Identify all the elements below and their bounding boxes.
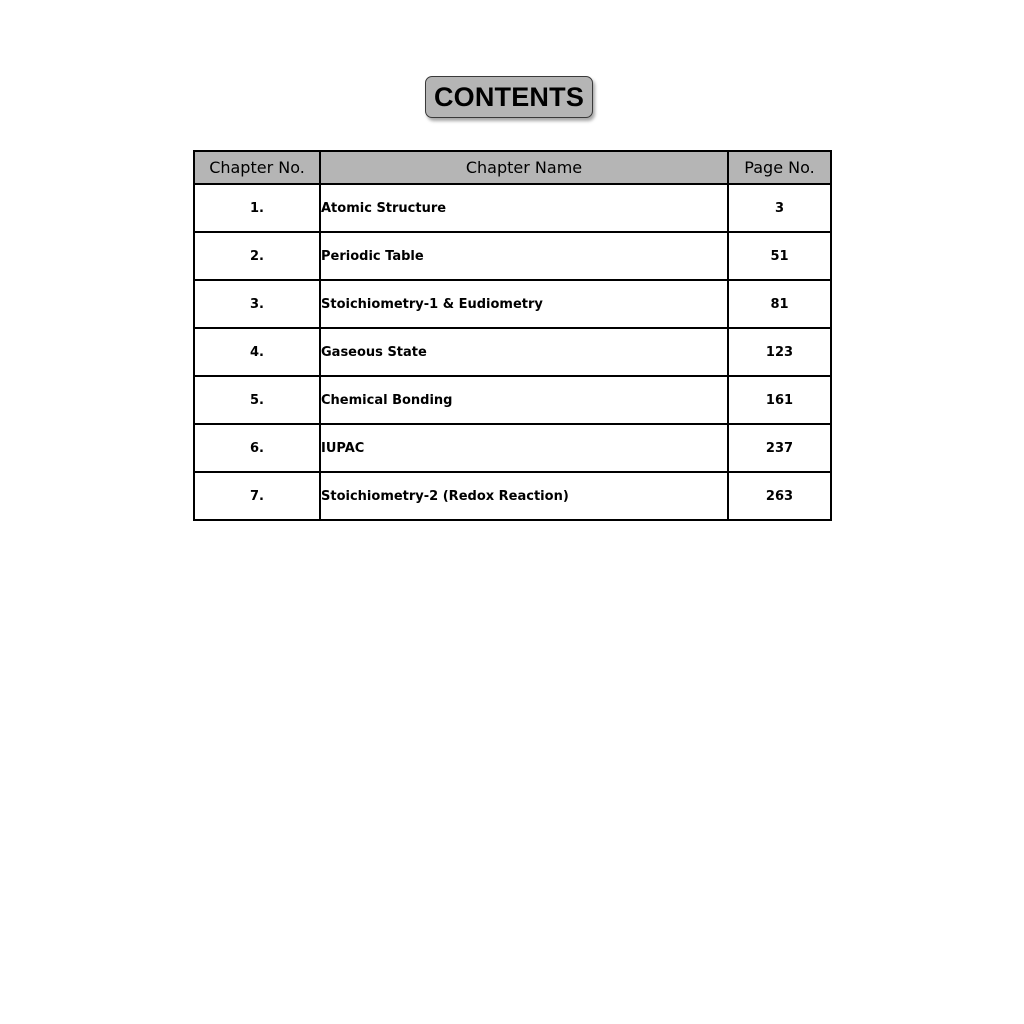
page-number: 81 (728, 280, 831, 328)
header-page-no: Page No. (728, 151, 831, 184)
header-chapter-name: Chapter Name (320, 151, 728, 184)
header-chapter-no: Chapter No. (194, 151, 320, 184)
chapter-name: Stoichiometry-1 & Eudiometry (320, 280, 728, 328)
chapter-number: 1. (194, 184, 320, 232)
page-number: 263 (728, 472, 831, 520)
page-number: 123 (728, 328, 831, 376)
chapter-number: 5. (194, 376, 320, 424)
contents-table (193, 150, 832, 521)
table-row (194, 472, 831, 520)
page-number: 161 (728, 376, 831, 424)
table-row (194, 280, 831, 328)
chapter-name: Atomic Structure (320, 184, 728, 232)
table-row (194, 376, 831, 424)
page-title: CONTENTS (433, 81, 585, 112)
chapter-name: IUPAC (320, 424, 728, 472)
chapter-name: Stoichiometry-2 (Redox Reaction) (320, 472, 728, 520)
chapter-number: 6. (194, 424, 320, 472)
chapter-name: Gaseous State (320, 328, 728, 376)
chapter-name: Chemical Bonding (320, 376, 728, 424)
table-row (194, 328, 831, 376)
page-number: 3 (728, 184, 831, 232)
chapter-number: 7. (194, 472, 320, 520)
table-row (194, 184, 831, 232)
chapter-name: Periodic Table (320, 232, 728, 280)
page-number: 237 (728, 424, 831, 472)
table-row (194, 424, 831, 472)
chapter-number: 4. (194, 328, 320, 376)
page-number: 51 (728, 232, 831, 280)
table-header-row (194, 151, 831, 184)
contents-title-box (425, 76, 593, 118)
table-row (194, 232, 831, 280)
chapter-number: 3. (194, 280, 320, 328)
chapter-number: 2. (194, 232, 320, 280)
